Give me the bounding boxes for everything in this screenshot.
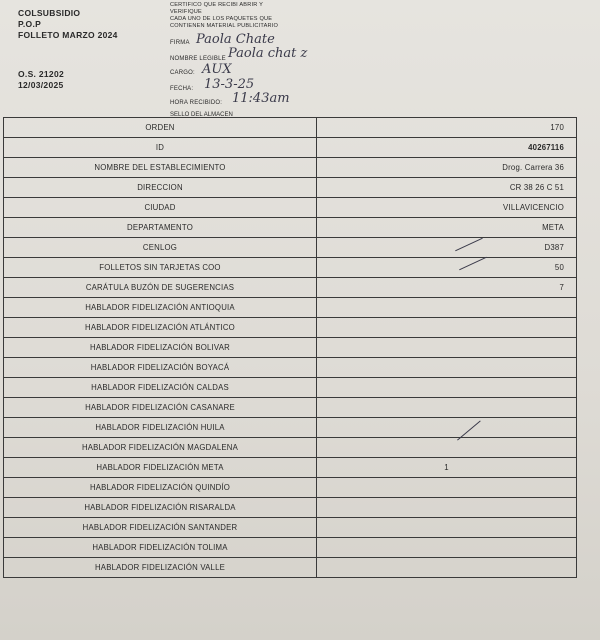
row-value bbox=[317, 378, 577, 398]
row-label: HABLADOR FIDELIZACIÓN VALLE bbox=[4, 558, 317, 578]
table-row bbox=[4, 238, 577, 258]
row-value: META bbox=[317, 218, 577, 238]
row-label: HABLADOR FIDELIZACIÓN CALDAS bbox=[4, 378, 317, 398]
order-service: O.S. 21202 bbox=[18, 69, 65, 79]
certificate-text bbox=[170, 2, 350, 30]
table-row bbox=[4, 518, 577, 538]
sello-label: SELLO DEL ALMACEN bbox=[170, 112, 233, 118]
row-label: HABLADOR FIDELIZACIÓN MAGDALENA bbox=[4, 438, 317, 458]
table-row bbox=[4, 458, 577, 478]
row-label: FOLLETOS SIN TARJETAS COO bbox=[4, 258, 317, 278]
cargo-label: CARGO: bbox=[170, 70, 195, 76]
row-label: HABLADOR FIDELIZACIÓN CASANARE bbox=[4, 398, 317, 418]
certificate-line: CADA UNO DE LOS PAQUETES QUE bbox=[170, 16, 273, 22]
table-row bbox=[4, 558, 577, 578]
table-row bbox=[4, 138, 577, 158]
row-value: VILLAVICENCIO bbox=[317, 198, 577, 218]
row-label: DEPARTAMENTO bbox=[4, 218, 317, 238]
firma-handwriting: Paola Chate bbox=[196, 32, 275, 47]
row-value bbox=[317, 498, 577, 518]
row-value bbox=[317, 518, 577, 538]
row-value: 50 bbox=[317, 258, 577, 278]
table-row bbox=[4, 218, 577, 238]
fecha-handwriting: 13-3-25 bbox=[204, 77, 255, 92]
table-row bbox=[4, 198, 577, 218]
row-label: NOMBRE DEL ESTABLECIMIENTO bbox=[4, 158, 317, 178]
pop-label: P.O.P bbox=[18, 19, 42, 29]
row-value bbox=[317, 418, 577, 438]
row-label: CARÁTULA BUZÓN DE SUGERENCIAS bbox=[4, 278, 317, 298]
certificate-line: CONTIENEN MATERIAL PUBLICITARIO bbox=[170, 23, 279, 29]
table-row bbox=[4, 358, 577, 378]
table-row bbox=[4, 538, 577, 558]
table-row bbox=[4, 258, 577, 278]
table-row bbox=[4, 178, 577, 198]
row-value bbox=[317, 318, 577, 338]
nombre-handwriting: Paola chat z bbox=[228, 46, 308, 61]
row-label: HABLADOR FIDELIZACIÓN META bbox=[4, 458, 317, 478]
row-value: 1 bbox=[317, 458, 577, 478]
row-value bbox=[317, 558, 577, 578]
row-label: HABLADOR FIDELIZACIÓN TOLIMA bbox=[4, 538, 317, 558]
table-row bbox=[4, 118, 577, 138]
row-value bbox=[317, 398, 577, 418]
table-row bbox=[4, 318, 577, 338]
table-row bbox=[4, 418, 577, 438]
table-row bbox=[4, 438, 577, 458]
company-name: COLSUBSIDIO bbox=[18, 8, 81, 18]
table-row bbox=[4, 158, 577, 178]
row-label: HABLADOR FIDELIZACIÓN BOLIVAR bbox=[4, 338, 317, 358]
hora-handwriting: 11:43am bbox=[232, 91, 290, 106]
row-label: HABLADOR FIDELIZACIÓN HUILA bbox=[4, 418, 317, 438]
row-label: HABLADOR FIDELIZACIÓN RISARALDA bbox=[4, 498, 317, 518]
row-value: 7 bbox=[317, 278, 577, 298]
table-row bbox=[4, 338, 577, 358]
row-value: D387 bbox=[317, 238, 577, 258]
table-row bbox=[4, 498, 577, 518]
certificate-line: CERTIFICO QUE RECIBI ABRIR Y bbox=[170, 2, 264, 8]
table-row bbox=[4, 278, 577, 298]
row-label: DIRECCION bbox=[4, 178, 317, 198]
row-value: 170 bbox=[317, 118, 577, 138]
delivery-table bbox=[3, 117, 577, 578]
hora-label: HORA RECIBIDO: bbox=[170, 100, 223, 106]
header-left bbox=[18, 8, 118, 91]
row-label: CENLOG bbox=[4, 238, 317, 258]
row-value bbox=[317, 478, 577, 498]
row-label: HABLADOR FIDELIZACIÓN ATLÁNTICO bbox=[4, 318, 317, 338]
firma-label: FIRMA bbox=[170, 40, 190, 46]
fecha-label: FECHA: bbox=[170, 86, 194, 92]
table-row bbox=[4, 398, 577, 418]
row-value bbox=[317, 298, 577, 318]
cargo-handwriting: AUX bbox=[202, 62, 232, 77]
certificate-line: VERIFIQUE bbox=[170, 9, 202, 15]
table-row bbox=[4, 378, 577, 398]
row-value bbox=[317, 438, 577, 458]
folleto-label: FOLLETO MARZO 2024 bbox=[18, 30, 118, 40]
nombre-label: NOMBRE LEGIBLE bbox=[170, 56, 226, 62]
row-value bbox=[317, 358, 577, 378]
table-row bbox=[4, 478, 577, 498]
row-label: CIUDAD bbox=[4, 198, 317, 218]
row-value: Drog. Carrera 36 bbox=[317, 158, 577, 178]
row-value: CR 38 26 C 51 bbox=[317, 178, 577, 198]
row-label: ID bbox=[4, 138, 317, 158]
document-date: 12/03/2025 bbox=[18, 80, 64, 90]
row-label: ORDEN bbox=[4, 118, 317, 138]
row-value: 40267116 bbox=[317, 138, 577, 158]
row-label: HABLADOR FIDELIZACIÓN QUINDÍO bbox=[4, 478, 317, 498]
row-label: HABLADOR FIDELIZACIÓN SANTANDER bbox=[4, 518, 317, 538]
row-value bbox=[317, 538, 577, 558]
table-row bbox=[4, 298, 577, 318]
row-value bbox=[317, 338, 577, 358]
row-label: HABLADOR FIDELIZACIÓN ANTIOQUIA bbox=[4, 298, 317, 318]
row-label: HABLADOR FIDELIZACIÓN BOYACÁ bbox=[4, 358, 317, 378]
